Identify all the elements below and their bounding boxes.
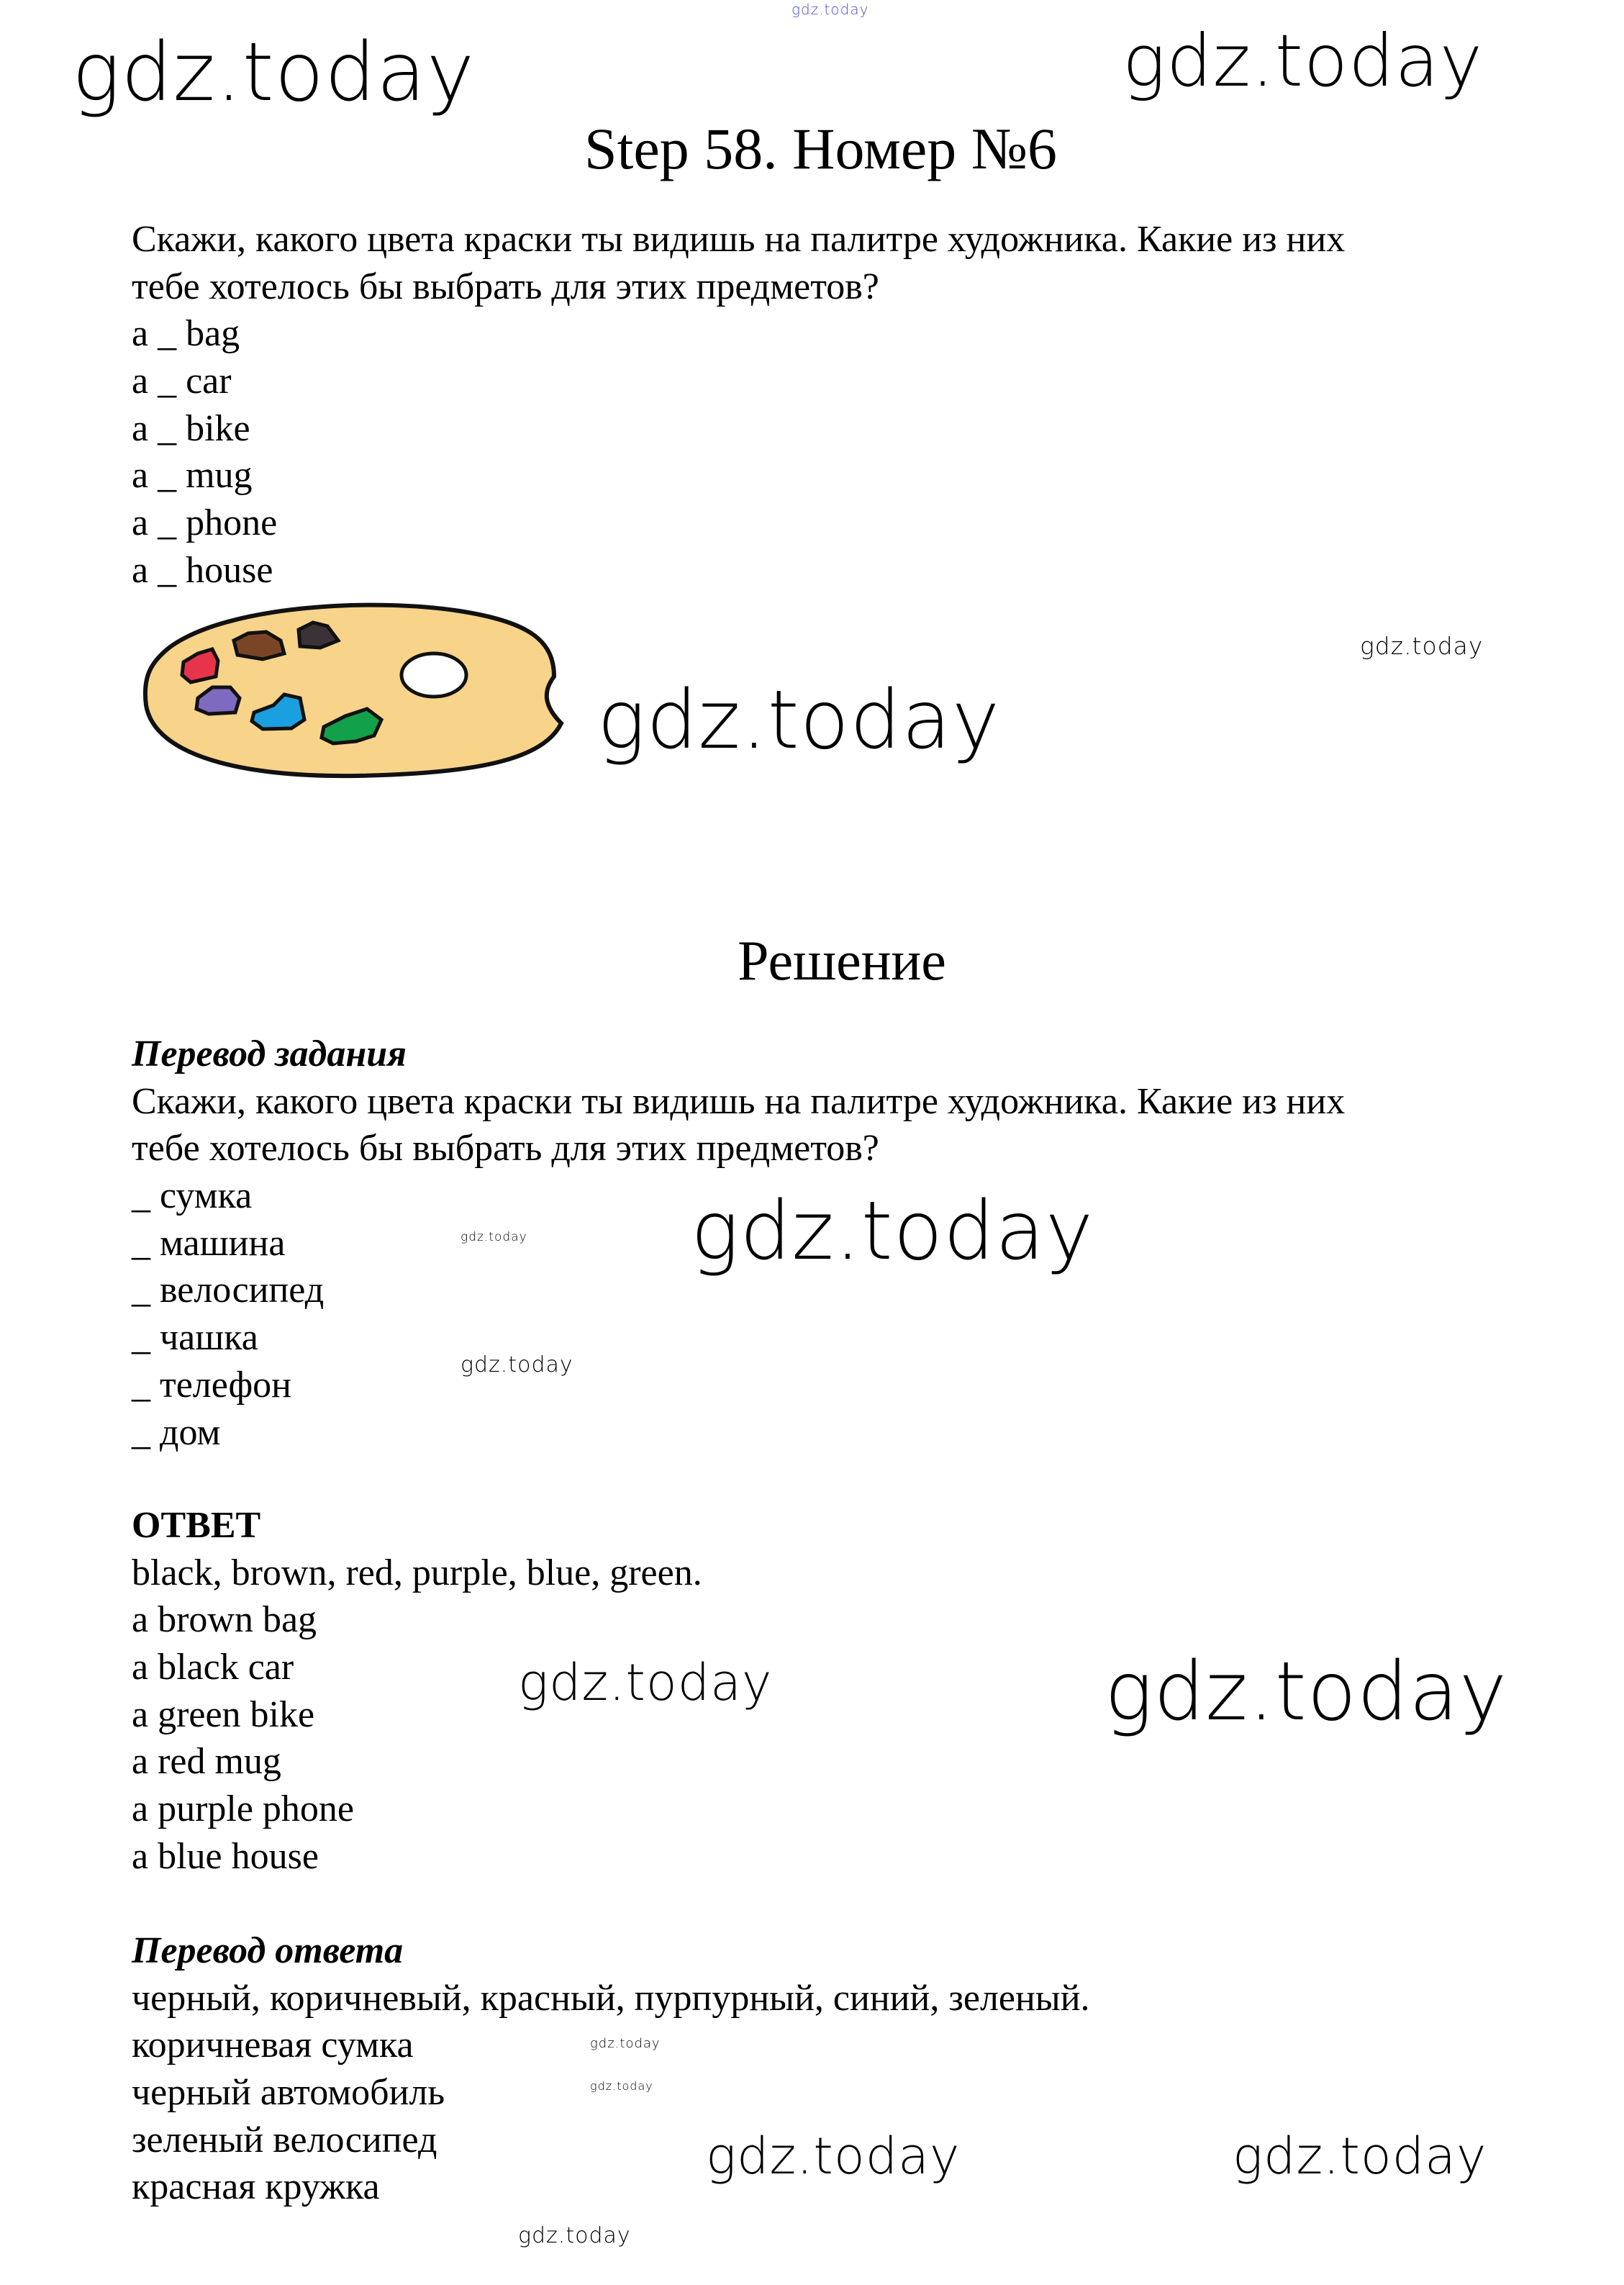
paint-palette-image — [140, 597, 572, 781]
watermark: gdz.today — [461, 1352, 573, 1377]
translation-item: _ телефон — [132, 1364, 291, 1406]
watermark: gdz.today — [706, 2127, 961, 2186]
answer-translation-line: коричневая сумка — [132, 2024, 414, 2066]
header-watermark[interactable]: gdz.today — [791, 1, 869, 18]
task-item: a _ mug — [132, 455, 253, 497]
answer-translation-heading: Перевод ответа — [132, 1930, 404, 1971]
task-item: a _ bag — [132, 313, 240, 355]
task-line: тебе хотелось бы выбрать для этих предметов? — [132, 266, 879, 307]
watermark: gdz.today — [590, 2079, 653, 2093]
watermark: gdz.today — [1122, 19, 1484, 103]
answer-translation-line: зеленый велосипед — [132, 2119, 437, 2160]
page-title: Step 58. Номер №6 — [584, 116, 1057, 181]
answer-translation-line: красная кружка — [132, 2166, 380, 2208]
translation-item: _ велосипед — [132, 1270, 325, 1311]
translation-item: _ дом — [132, 1411, 221, 1453]
watermark: gdz.today — [518, 2223, 631, 2248]
task-item: a _ bike — [132, 407, 250, 449]
watermark: gdz.today — [1104, 1645, 1508, 1739]
task-item: a _ car — [132, 361, 232, 402]
white-paint — [402, 653, 466, 697]
task-line: Скажи, какого цвета краски ты видишь на палитре художника. Какие из них — [132, 219, 1346, 260]
translation-line: Скажи, какого цвета краски ты видишь на палитре художника. Какие из них — [132, 1080, 1346, 1122]
answer-line: a purple phone — [132, 1788, 355, 1830]
task-item: a _ phone — [132, 502, 278, 544]
translation-item: _ машина — [132, 1222, 286, 1264]
translation-item: _ сумка — [132, 1175, 253, 1217]
translation-heading: Перевод задания — [132, 1033, 407, 1074]
watermark: gdz.today — [691, 1185, 1094, 1278]
answer-line: black, brown, red, purple, blue, green. — [132, 1552, 702, 1593]
watermark: gdz.today — [597, 674, 1001, 767]
answer-line: a brown bag — [132, 1599, 317, 1641]
answer-line: a black car — [132, 1647, 294, 1688]
answer-translation-line: черный автомобиль — [132, 2072, 445, 2114]
answer-line: a blue house — [132, 1835, 319, 1877]
task-block — [132, 216, 1345, 594]
solution-heading: Решение — [738, 929, 946, 992]
task-item: a _ house — [132, 549, 273, 591]
watermark: gdz.today — [72, 26, 476, 119]
watermark: gdz.today — [518, 1653, 773, 1712]
translation-item: _ чашка — [132, 1317, 258, 1359]
watermark: gdz.today — [1360, 632, 1484, 660]
answer-line: a green bike — [132, 1693, 315, 1735]
watermark: gdz.today — [461, 1230, 527, 1244]
watermark: gdz.today — [590, 2036, 661, 2051]
translation-line: тебе хотелось бы выбрать для этих предметов? — [132, 1128, 879, 1169]
answer-line: a red mug — [132, 1741, 281, 1783]
answer-translation-line: черный, коричневый, красный, пурпурный, синий, зеленый. — [132, 1977, 1090, 2019]
answer-heading: ОТВЕТ — [132, 1505, 261, 1546]
watermark: gdz.today — [1233, 2127, 1487, 2186]
